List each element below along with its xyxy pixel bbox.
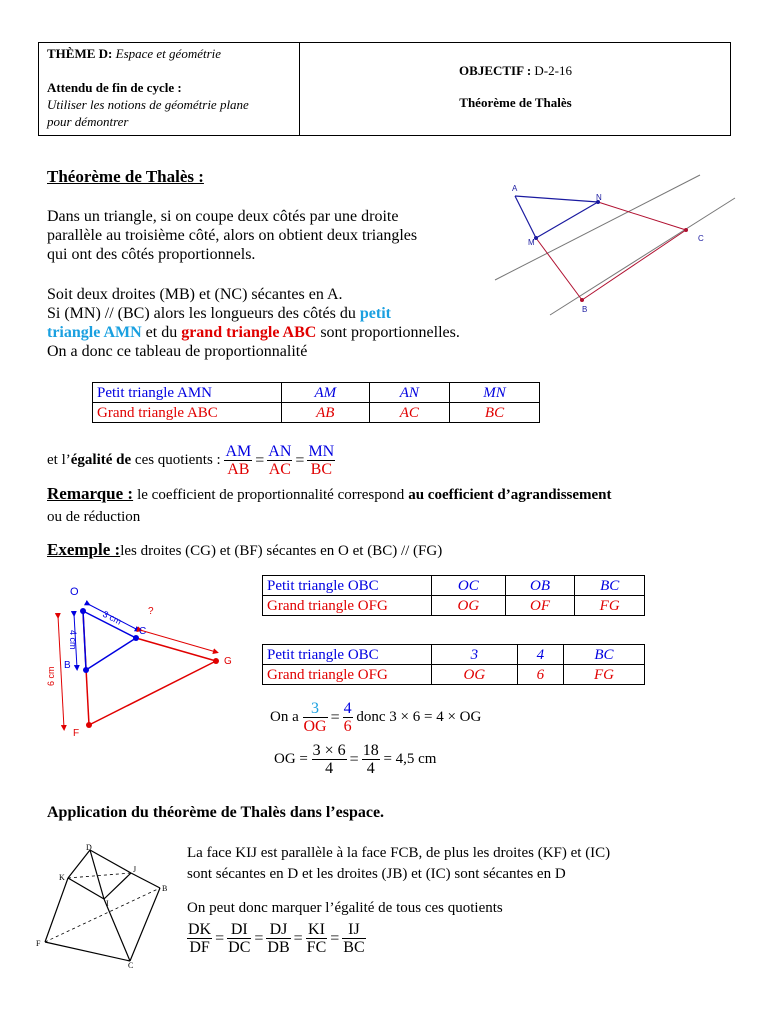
table-row [93, 403, 540, 423]
point-g [213, 658, 219, 664]
theorem-line2: parallèle au troisième côté, alors on obtient deux triangles [47, 227, 418, 244]
segment-an [515, 196, 598, 202]
equality-line: et l’égalité de ces quotients : $\frac{AM}{AB}$ = $\frac{AN}{AC}$ = $\frac{MN}{BC}$ [47, 443, 335, 478]
fraction-18-4: $\frac{18}{4}$ [362, 742, 379, 777]
theorem-hypothesis [47, 285, 527, 361]
label-f: F [73, 728, 80, 739]
table-cell: Grand triangle OFG [263, 665, 432, 685]
table-cell: AB [282, 403, 370, 423]
label-4cm: 4 cm [68, 630, 78, 650]
objectif-label: OBJECTIF : [459, 63, 532, 78]
table-cell: Grand triangle ABC [93, 403, 282, 423]
equality-suffix: ces quotients : [134, 452, 221, 468]
label-f3: F [36, 939, 41, 948]
header-right [301, 63, 730, 111]
table-cell: Petit triangle OBC [263, 576, 432, 596]
table-cell: BC [563, 645, 644, 665]
label-6cm: 6 cm [46, 666, 56, 686]
espace-line1: La face KIJ est parallèle à la face FCB, de plus les droites (KF) et (IC) [187, 845, 611, 861]
table-row [263, 665, 645, 685]
segment-am [515, 196, 536, 238]
point-f [86, 722, 92, 728]
fraction-3x6-4: $\frac{3 \times 6}{4}$ [312, 742, 346, 777]
point-c [684, 228, 688, 232]
table-cell: AC [369, 403, 449, 423]
theme-label: THÈME D: [47, 46, 113, 61]
fraction-am-ab: $\frac{AM}{AB}$ [225, 443, 252, 478]
label-b2: B [64, 660, 71, 671]
attendu-label: Attendu de fin de cycle : [47, 80, 182, 95]
calc1-suffix: donc 3 × 6 = 4 × OG [356, 709, 482, 725]
table-cell: OF [505, 596, 575, 616]
equality-bold: égalité de [70, 452, 132, 468]
table-cell: BC [575, 576, 645, 596]
label-3cm: 3 cm [101, 608, 124, 627]
table-cell: BC [450, 403, 540, 423]
label-i: I [106, 899, 109, 908]
fraction-ij-bc: $\frac{IJ}{BC}$ [343, 921, 365, 956]
hyp-line1: Soit deux droites (MB) et (NC) sécantes en A. [47, 286, 343, 303]
exemple-line [47, 540, 442, 560]
header-divider [299, 43, 300, 135]
label-g: G [224, 656, 232, 667]
fraction-ki-fc: $\frac{KI}{FC}$ [306, 921, 327, 956]
table-cell: OG [432, 596, 506, 616]
exemple-label: Exemple : [47, 540, 121, 559]
objectif-title: Théorème de Thalès [459, 95, 572, 110]
table-row [263, 645, 645, 665]
fraction-mn-bc: $\frac{MN}{BC}$ [308, 443, 335, 478]
table-row [263, 576, 645, 596]
remarque-bold: au coefficient d’agrandissement [408, 487, 612, 503]
calc-line1: On a $\frac{3}{OG}$ = $\frac{4}{6}$ donc 3 × 6 = 4 × OG [270, 700, 482, 735]
calc-line2: OG = $\frac{3 \times 6}{4}$ = $\frac{18}{4}$ = 4,5 cm [274, 742, 437, 777]
hyp-end: sont proportionnelles. [320, 324, 460, 341]
segment-bc [582, 230, 686, 300]
theorem-line3: qui ont des côtés proportionnels. [47, 246, 256, 263]
table-row [93, 383, 540, 403]
point-b2 [83, 667, 89, 673]
fraction-di-dc: $\frac{DI}{DC}$ [228, 921, 251, 956]
remarque-block [47, 484, 747, 527]
label-o: O [70, 586, 79, 598]
espace-title: Application du théorème de Thalès dans l’espace. [47, 804, 385, 821]
calc2-prefix: OG = [274, 751, 308, 767]
label-m: M [528, 238, 535, 247]
equality-prefix: et l’ [47, 452, 71, 468]
espace-equality: $\frac{DK}{DF}$ = $\frac{DI}{DC}$ = $\frac{DJ}{DB}$ = $\frac{KI}{FC}$ = $\frac{IJ}{BC}$ [188, 921, 365, 956]
exemple-text: les droites (CG) et (BF) sécantes en O et (BC) // (FG) [120, 543, 443, 559]
attendu-line2: pour démontrer [47, 114, 129, 129]
label-k: K [59, 873, 65, 882]
point-b [580, 298, 584, 302]
dim-6cm [58, 616, 64, 728]
segment-ob [83, 611, 86, 670]
hyp-mid: et du [145, 324, 178, 341]
thales-figure [490, 170, 740, 325]
example-figure [40, 578, 230, 743]
hyp-grand: grand triangle ABC [181, 324, 317, 341]
fraction-an-ac: $\frac{AN}{AC}$ [268, 443, 292, 478]
proportion-table-amn [92, 382, 540, 423]
calc1-prefix: On a [270, 709, 299, 725]
segment-cg [136, 638, 216, 661]
label-c3: C [128, 961, 134, 970]
table-cell: 6 [517, 665, 563, 685]
calc2-suffix: = 4,5 cm [383, 751, 437, 767]
label-b3: B [162, 884, 168, 893]
dim-question [140, 630, 216, 652]
table-cell: Petit triangle AMN [93, 383, 282, 403]
theorem-paragraph [47, 207, 487, 264]
proportion-table-values [262, 644, 645, 685]
label-j: J [133, 865, 137, 874]
parallel-line-mn [495, 175, 700, 280]
label-c2: C [139, 626, 147, 637]
remarque-text2: ou de réduction [47, 509, 141, 525]
remarque-text1: le coefficient de proportionnalité correspond [137, 487, 405, 503]
theme-value: Espace et géométrie [115, 46, 222, 61]
fraction-3-og: $\frac{3}{OG}$ [303, 700, 327, 735]
header-box [38, 42, 731, 136]
table-cell: OC [432, 576, 506, 596]
label-d: D [86, 843, 92, 852]
header-left [47, 45, 297, 130]
pyramid-figure [32, 838, 182, 968]
table-cell: 3 [432, 645, 518, 665]
point-o [80, 608, 86, 614]
label-c: C [698, 234, 704, 243]
table-cell: OG [432, 665, 518, 685]
table-cell: FG [563, 665, 644, 685]
hyp-petit1: petit [359, 305, 391, 322]
segment-bc2 [86, 638, 136, 670]
espace-paragraph [187, 843, 747, 885]
label-b: B [582, 305, 588, 314]
table-cell: OB [505, 576, 575, 596]
segment-fg [89, 661, 216, 725]
table-cell: FG [575, 596, 645, 616]
theorem-title: Théorème de Thalès : [47, 167, 204, 186]
objectif-value: D-2-16 [534, 63, 572, 78]
segment-mn [536, 202, 598, 238]
table-cell: Grand triangle OFG [263, 596, 432, 616]
table-cell: 4 [517, 645, 563, 665]
espace-p2: On peut donc marquer l’égalité de tous ces quotients [187, 900, 503, 916]
parallel-line-bc [550, 198, 735, 315]
hyp-petit2: triangle AMN [47, 324, 142, 341]
hyp-line4: On a donc ce tableau de proportionnalité [47, 343, 308, 360]
table-cell: AN [369, 383, 449, 403]
table-cell: AM [282, 383, 370, 403]
espace-line2: sont sécantes en D et les droites (JB) et (IC) sont sécantes en D [187, 866, 566, 882]
table-cell: Petit triangle OBC [263, 645, 432, 665]
label-n: N [596, 193, 602, 202]
segment-nc [598, 202, 686, 230]
theorem-line1: Dans un triangle, si on coupe deux côtés par une droite [47, 208, 399, 225]
table-cell: MN [450, 383, 540, 403]
attendu-line1: Utiliser les notions de géométrie plane [47, 97, 249, 112]
hyp-line2: Si (MN) // (BC) alors les longueurs des côtés du [47, 305, 356, 322]
table-row [263, 596, 645, 616]
label-a: A [512, 184, 518, 193]
proportion-table-obc [262, 575, 645, 616]
fraction-4-6: $\frac{4}{6}$ [343, 700, 352, 735]
fraction-dj-db: $\frac{DJ}{DB}$ [267, 921, 290, 956]
label-question: ? [148, 606, 154, 617]
remarque-label: Remarque : [47, 484, 134, 503]
fraction-dk-df: $\frac{DK}{DF}$ [188, 921, 212, 956]
